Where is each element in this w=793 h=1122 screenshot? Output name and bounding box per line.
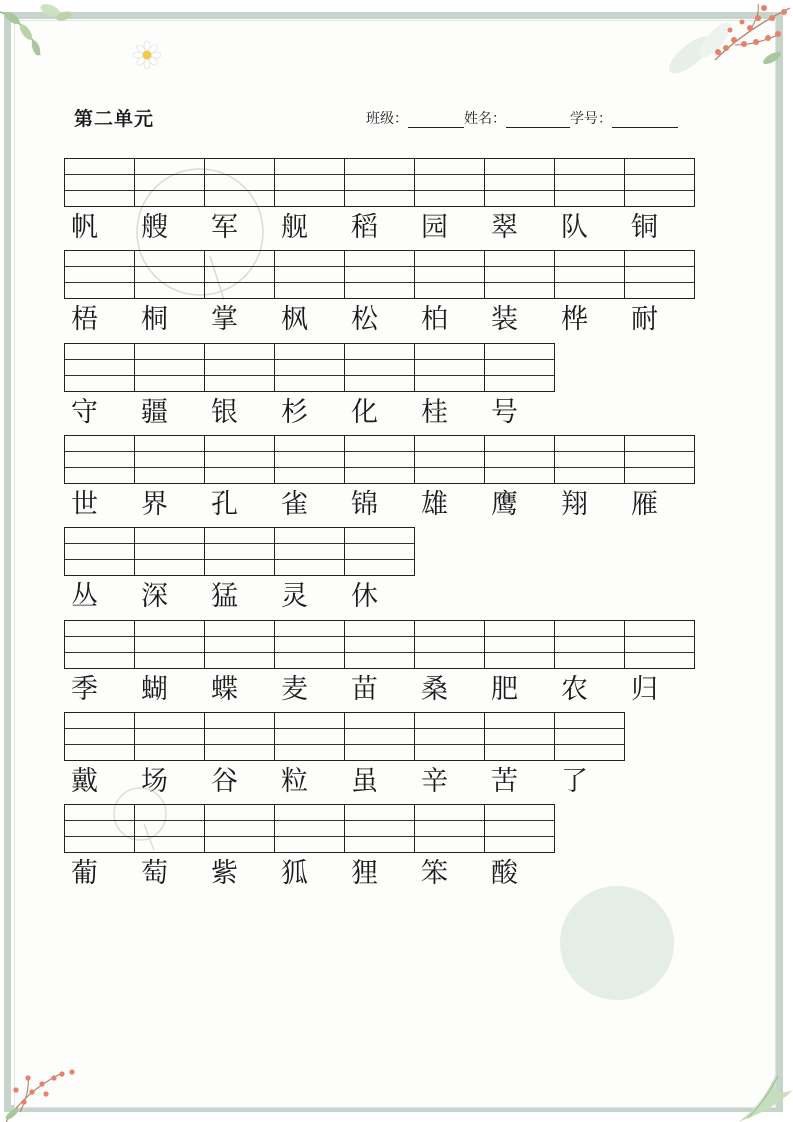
pinyin-cell[interactable] (204, 527, 275, 576)
pinyin-cell[interactable] (624, 250, 695, 299)
character: 枫 (281, 304, 308, 335)
green-circle-decoration-icon (558, 884, 678, 1004)
id-label: 学号： (570, 111, 612, 127)
pinyin-cell[interactable] (624, 435, 695, 484)
character: 疆 (141, 397, 168, 428)
character: 灵 (281, 581, 308, 612)
pinyin-cell[interactable] (204, 343, 275, 392)
pinyin-cell[interactable] (64, 527, 135, 576)
character-row (64, 397, 555, 429)
leaf-decoration-top-left-icon (0, 0, 80, 70)
pinyin-cell[interactable] (484, 250, 555, 299)
berry-branch-bottom-left-icon (0, 1062, 90, 1122)
character: 蝶 (211, 674, 238, 705)
character: 葡 (71, 858, 98, 889)
character: 队 (561, 212, 588, 243)
pinyin-cell[interactable] (274, 158, 345, 207)
pinyin-cell[interactable] (554, 250, 625, 299)
character-row (64, 766, 625, 798)
pinyin-cell[interactable] (274, 804, 345, 853)
pinyin-cell[interactable] (484, 435, 555, 484)
character: 雄 (421, 489, 448, 520)
berry-branch-top-right-icon (660, 0, 793, 90)
character: 守 (71, 397, 98, 428)
pinyin-cell[interactable] (344, 804, 415, 853)
character: 酸 (491, 858, 518, 889)
leaf-decoration-bottom-right-icon (738, 1070, 793, 1122)
character: 梧 (71, 304, 98, 335)
pinyin-cell[interactable] (554, 435, 625, 484)
character: 银 (211, 397, 238, 428)
pinyin-cell[interactable] (414, 435, 485, 484)
pinyin-cell[interactable] (64, 343, 135, 392)
pinyin-cell[interactable] (624, 620, 695, 669)
pinyin-cell[interactable] (414, 250, 485, 299)
pinyin-cell[interactable] (134, 804, 205, 853)
character-row (64, 674, 695, 706)
character: 雁 (631, 489, 658, 520)
pinyin-cell[interactable] (204, 804, 275, 853)
character: 翠 (491, 212, 518, 243)
pinyin-grid-row (64, 158, 695, 207)
character-row (64, 581, 415, 613)
pinyin-cell[interactable] (64, 158, 135, 207)
character: 笨 (421, 858, 448, 889)
character: 粒 (281, 766, 308, 797)
pinyin-cell[interactable] (134, 343, 205, 392)
pinyin-cell[interactable] (484, 804, 555, 853)
character: 杉 (281, 397, 308, 428)
character: 军 (211, 212, 238, 243)
pinyin-cell[interactable] (134, 435, 205, 484)
pinyin-cell[interactable] (204, 712, 275, 761)
pinyin-grid-row (64, 804, 555, 853)
pinyin-cell[interactable] (274, 435, 345, 484)
character: 桂 (421, 397, 448, 428)
pinyin-cell[interactable] (484, 343, 555, 392)
character: 苦 (491, 766, 518, 797)
character: 场 (141, 766, 168, 797)
pinyin-cell[interactable] (414, 804, 485, 853)
character: 麦 (281, 674, 308, 705)
character: 帆 (71, 212, 98, 243)
character: 掌 (211, 304, 238, 335)
character: 装 (491, 304, 518, 335)
character: 桦 (561, 304, 588, 335)
pinyin-cell[interactable] (344, 158, 415, 207)
character: 耐 (631, 304, 658, 335)
pinyin-cell[interactable] (554, 712, 625, 761)
pinyin-grid-row (64, 435, 695, 484)
class-blank[interactable] (408, 111, 464, 128)
pinyin-cell[interactable] (484, 158, 555, 207)
character: 柏 (421, 304, 448, 335)
pinyin-cell[interactable] (554, 620, 625, 669)
pinyin-cell[interactable] (64, 620, 135, 669)
character-row (64, 212, 695, 244)
pinyin-cell[interactable] (554, 158, 625, 207)
character: 戴 (71, 766, 98, 797)
character: 园 (421, 212, 448, 243)
pinyin-cell[interactable] (64, 712, 135, 761)
pinyin-cell[interactable] (134, 158, 205, 207)
pinyin-cell[interactable] (414, 158, 485, 207)
character: 丛 (71, 581, 98, 612)
character: 蝴 (141, 674, 168, 705)
pinyin-cell[interactable] (274, 712, 345, 761)
character: 猛 (211, 581, 238, 612)
daisy-icon (132, 40, 162, 70)
character: 归 (631, 674, 658, 705)
pinyin-cell[interactable] (484, 620, 555, 669)
character: 孔 (211, 489, 238, 520)
character: 鹰 (491, 489, 518, 520)
character: 休 (351, 581, 378, 612)
id-blank[interactable] (612, 111, 678, 128)
pinyin-cell[interactable] (64, 435, 135, 484)
pinyin-cell[interactable] (484, 712, 555, 761)
pinyin-cell[interactable] (414, 712, 485, 761)
character: 舰 (281, 212, 308, 243)
pinyin-cell[interactable] (344, 620, 415, 669)
pinyin-cell[interactable] (204, 250, 275, 299)
character: 肥 (491, 674, 518, 705)
pinyin-grid-row (64, 712, 625, 761)
pinyin-grid-row (64, 527, 415, 576)
pinyin-cell[interactable] (274, 343, 345, 392)
character: 狐 (281, 858, 308, 889)
pinyin-cell[interactable] (64, 804, 135, 853)
pinyin-grid-row (64, 250, 695, 299)
character: 萄 (141, 858, 168, 889)
character: 深 (141, 581, 168, 612)
character-row (64, 858, 555, 890)
pinyin-cell[interactable] (204, 158, 275, 207)
pinyin-cell[interactable] (204, 620, 275, 669)
pinyin-cell[interactable] (344, 712, 415, 761)
character: 季 (71, 674, 98, 705)
pinyin-cell[interactable] (274, 620, 345, 669)
page-title: 第二单元 (74, 108, 155, 130)
student-info (366, 108, 726, 128)
pinyin-cell[interactable] (344, 527, 415, 576)
character: 松 (351, 304, 378, 335)
character: 锦 (351, 489, 378, 520)
pinyin-cell[interactable] (344, 435, 415, 484)
character: 桐 (141, 304, 168, 335)
character: 农 (561, 674, 588, 705)
character: 桑 (421, 674, 448, 705)
character: 雀 (281, 489, 308, 520)
pinyin-cell[interactable] (134, 620, 205, 669)
pinyin-cell[interactable] (344, 343, 415, 392)
pinyin-cell[interactable] (274, 250, 345, 299)
character: 铜 (631, 212, 658, 243)
character: 辛 (421, 766, 448, 797)
name-label: 姓名： (464, 111, 506, 127)
pinyin-cell[interactable] (134, 527, 205, 576)
character: 紫 (211, 858, 238, 889)
character: 谷 (211, 766, 238, 797)
pinyin-grid-row (64, 620, 695, 669)
character: 了 (561, 766, 588, 797)
character: 稻 (351, 212, 378, 243)
character: 界 (141, 489, 168, 520)
character: 号 (491, 397, 518, 428)
character-row (64, 489, 695, 521)
class-label: 班级： (366, 111, 408, 127)
pinyin-cell[interactable] (204, 435, 275, 484)
character: 艘 (141, 212, 168, 243)
pinyin-cell[interactable] (624, 158, 695, 207)
character: 翔 (561, 489, 588, 520)
name-blank[interactable] (506, 111, 570, 128)
pinyin-cell[interactable] (274, 527, 345, 576)
character-row (64, 304, 695, 336)
character: 化 (351, 397, 378, 428)
pinyin-cell[interactable] (134, 712, 205, 761)
pinyin-cell[interactable] (64, 250, 135, 299)
pinyin-cell[interactable] (134, 250, 205, 299)
character: 苗 (351, 674, 378, 705)
character: 虽 (351, 766, 378, 797)
character: 世 (71, 489, 98, 520)
pinyin-grid-row (64, 343, 555, 392)
pinyin-cell[interactable] (414, 343, 485, 392)
pinyin-cell[interactable] (344, 250, 415, 299)
pinyin-cell[interactable] (414, 620, 485, 669)
character: 狸 (351, 858, 378, 889)
